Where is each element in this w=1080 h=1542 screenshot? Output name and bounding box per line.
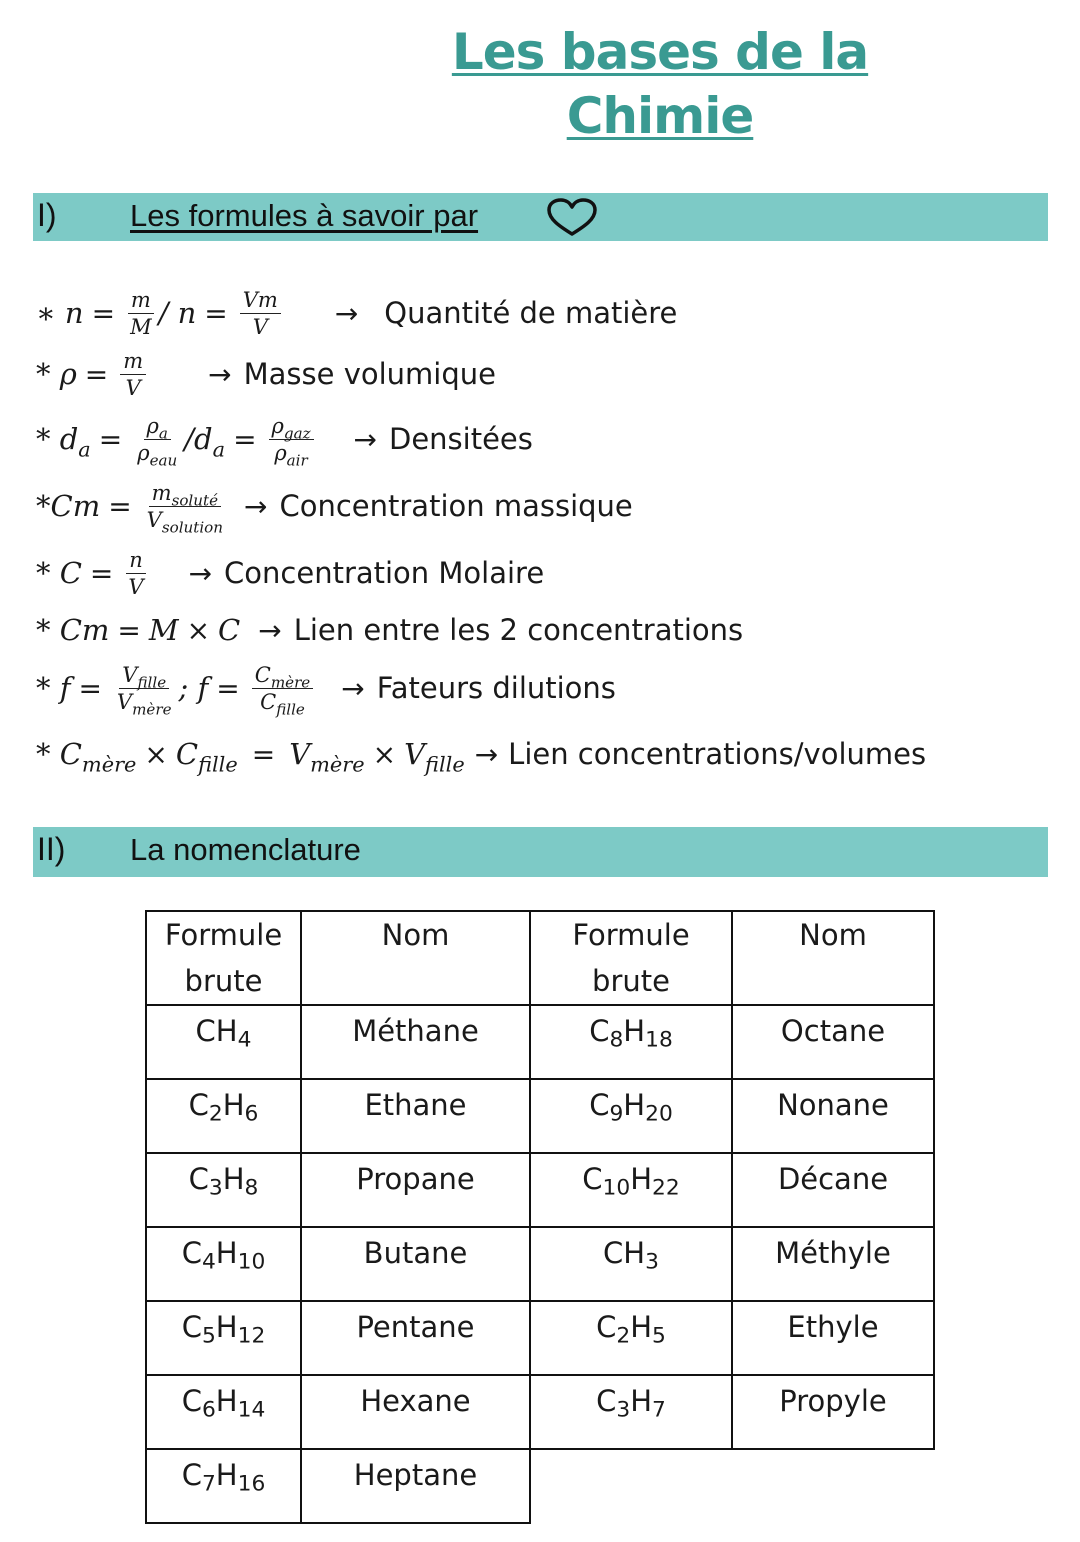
formula-cell: $CH_3$ [530,1227,732,1301]
formula-cell: $C_8H_{18}$ [530,1005,732,1079]
formula-lien-concentrations: * Cm = M × C → Lien entre les 2 concentrations [36,613,744,647]
name-cell: Ethane [301,1079,530,1153]
formula-desc: Fateurs dilutions [376,671,616,705]
column-header: Nom [301,911,530,1005]
name-cell: Propane [301,1153,530,1227]
formula-desc: Lien entre les 2 concentrations [293,613,744,647]
section-1-label: Les formules à savoir par [130,198,479,233]
arrow-icon: → [341,671,365,705]
table-body [146,1005,934,1523]
formula-cell: $C_2H_6$ [146,1079,301,1153]
formula-cell: $C_9H_{20}$ [530,1079,732,1153]
formula-quantite-matiere: ∗ n = $\frac{m}{M}$ / n = $\frac{Vm}{V}$ → Quantité de matière [36,287,678,339]
arrow-icon: → [188,556,213,590]
column-header: Nom [732,911,934,1005]
formula-cell: $C_2H_5$ [530,1301,732,1375]
formula-cell: $C_3H_8$ [146,1153,301,1227]
page-title-line-1: Les bases de la [451,23,869,81]
section-2-label: La nomenclature [130,832,361,867]
formula-cell [530,1449,732,1523]
formula-cell: $C_3H_7$ [530,1375,732,1449]
section-1-header [33,193,1048,241]
name-cell: Heptane [301,1449,530,1523]
section-2-number: II) [37,831,66,867]
formula-facteur-dilution: * f = $V_{fille}$ $V_{mère}$ ; f = $C_{mère}$ $C_{fille}$ → Fateurs dilutions [36,662,616,718]
table-row [146,1301,934,1375]
name-cell: Nonane [732,1079,934,1153]
formula-concentration-massique: *Cm = $m_{soluté}$ $V_{solution}$ → Concentration massique [36,480,633,536]
formula-desc: Concentration massique [279,489,633,523]
table-row [146,1153,934,1227]
formula-cell: $C_7H_{16}$ [146,1449,301,1523]
section-2-header [33,827,1048,877]
name-cell: Décane [732,1153,934,1227]
name-cell: Ethyle [732,1301,934,1375]
page-title-line-2: Chimie [566,87,754,145]
name-cell: Méthane [301,1005,530,1079]
formula-cell: $C_5H_{12}$ [146,1301,301,1375]
table-row [146,1449,934,1523]
table-row [146,1375,934,1449]
name-cell: Octane [732,1005,934,1079]
formula-concentration-molaire: * C = $\frac{n}{V}$ → Concentration Molaire [36,547,545,599]
formula-cell: $CH_4$ [146,1005,301,1079]
nomenclature-table [145,910,935,1524]
column-header: Formule brute [146,911,301,1005]
formula-cell: $C_4H_{10}$ [146,1227,301,1301]
section-1-number: I) [37,197,57,233]
formula-masse-volumique: * ρ = $\frac{m}{V}$ → Masse volumique [36,348,496,400]
table-row [146,1227,934,1301]
formula-desc: Quantité de matière [384,296,678,330]
arrow-icon: → [353,422,377,456]
column-header: Formule brute [530,911,732,1005]
arrow-icon: → [258,613,282,647]
name-cell: Pentane [301,1301,530,1375]
name-cell [732,1449,934,1523]
arrow-icon: → [244,489,268,523]
table-row [146,1079,934,1153]
formula-densites: * $d_a$ = $\rho_a$ $\rho_{eau}$ $/d_a$ = $\rho_{gaz}$ $\rho_{air}$ → Densitées [36,413,533,469]
heart-icon [545,197,599,237]
formula-desc: Lien concentrations/volumes [508,737,927,771]
formula-cell: $C_{10}H_{22}$ [530,1153,732,1227]
name-cell: Propyle [732,1375,934,1449]
arrow-icon: → [208,357,232,391]
formula-lien-concentrations-volumes: * $C_{mère}$ × $C_{fille}$ = $V_{mère}$ × $V_{fille}$ → Lien concentrations/volumes [36,737,927,777]
name-cell: Hexane [301,1375,530,1449]
formula-desc: Densitées [389,422,533,456]
formula-desc: Masse volumique [243,357,496,391]
formula-desc: Concentration Molaire [224,556,545,590]
arrow-icon: → [474,737,499,771]
name-cell: Butane [301,1227,530,1301]
formula-cell: $C_6H_{14}$ [146,1375,301,1449]
table-row [146,1005,934,1079]
arrow-icon: → [334,296,359,330]
name-cell: Méthyle [732,1227,934,1301]
table-header-row [146,911,934,1005]
